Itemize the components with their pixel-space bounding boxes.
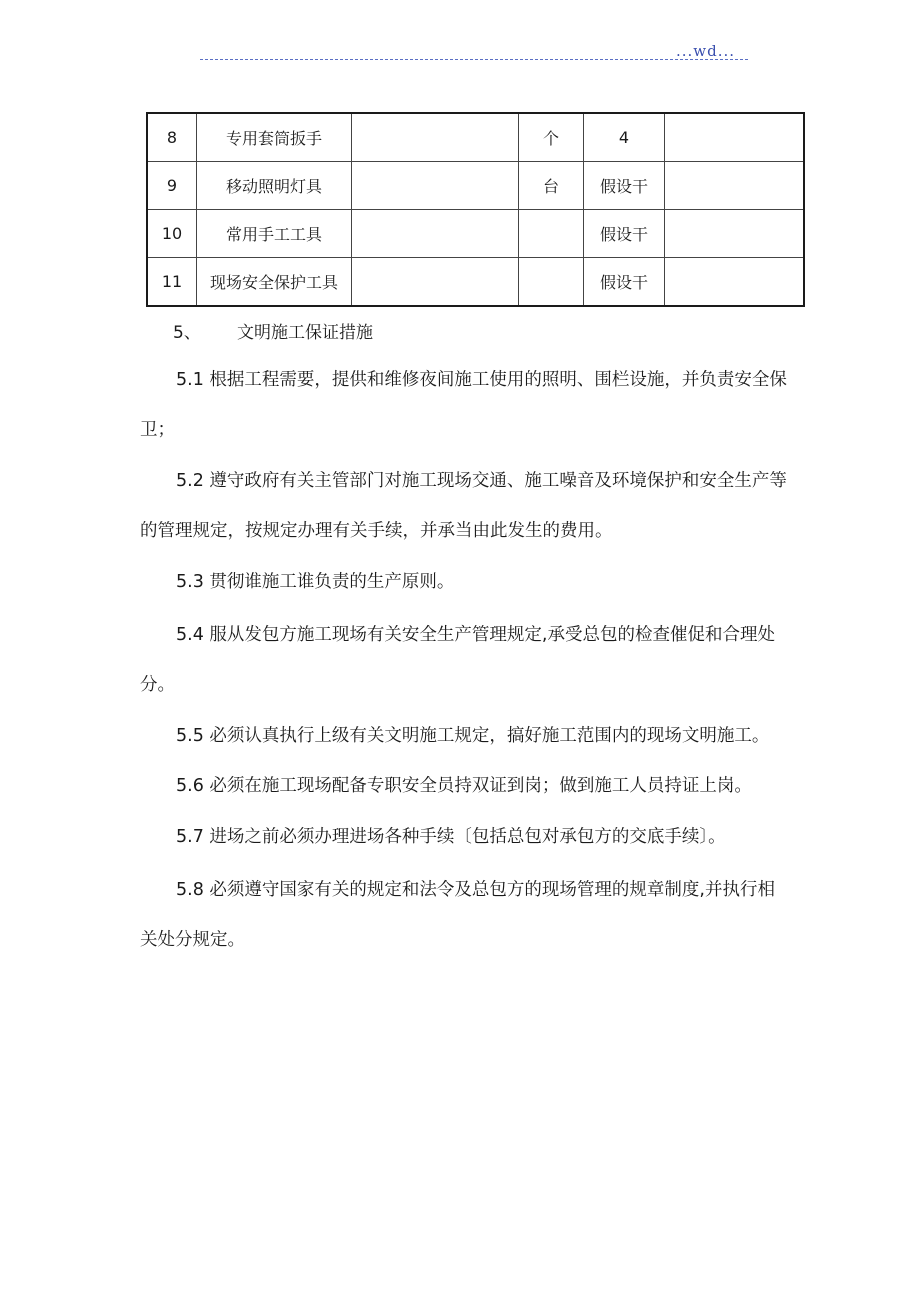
paragraph-line: 5.5 必须认真执行上级有关文明施工规定，搞好施工范围内的现场文明施工。	[176, 726, 770, 746]
cell-spec	[352, 113, 519, 162]
paragraph-line: 的管理规定，按规定办理有关手续，并承当由此发生的费用。	[140, 521, 613, 541]
paragraph-line: 5.6 必须在施工现场配备专职安全员持双证到岗；做到施工人员持证上岗。	[176, 776, 752, 796]
cell-remark	[665, 113, 805, 162]
cell-index: 10	[147, 210, 197, 258]
cell-unit	[519, 258, 584, 307]
cell-index: 8	[147, 113, 197, 162]
cell-quantity: 假设干	[584, 162, 665, 210]
table-row	[147, 210, 804, 258]
cell-index: 9	[147, 162, 197, 210]
paragraph-line: 5.4 服从发包方施工现场有关安全生产管理规定,承受总包的检查催促和合理处	[176, 625, 775, 645]
paragraph-line: 5.8 必须遵守国家有关的规定和法令及总包方的现场管理的规章制度,并执行相	[176, 880, 775, 900]
paragraph-line: 5.2 遵守政府有关主管部门对施工现场交通、施工噪音及环境保护和安全生产等	[176, 471, 787, 491]
cell-name: 现场安全保护工具	[197, 258, 352, 307]
cell-remark	[665, 258, 805, 307]
cell-name: 移动照明灯具	[197, 162, 352, 210]
paragraph-line: 5.3 贯彻谁施工谁负责的生产原则。	[176, 572, 455, 592]
paragraph-line: 5.1 根据工程需要，提供和维修夜间施工使用的照明、围栏设施，并负责安全保	[176, 370, 787, 390]
paragraph-5-7	[140, 812, 812, 862]
section-number: 5、	[173, 323, 201, 343]
paragraph-5-8	[140, 865, 812, 965]
section-heading	[173, 318, 373, 343]
paragraph-line: 关处分规定。	[140, 930, 245, 950]
paragraph-5-2	[140, 456, 812, 556]
equipment-table	[146, 112, 805, 307]
table-row	[147, 113, 804, 162]
cell-spec	[352, 210, 519, 258]
table-row	[147, 162, 804, 210]
header-dashed-line	[200, 59, 748, 60]
cell-quantity: 4	[584, 113, 665, 162]
cell-spec	[352, 258, 519, 307]
section-title: 文明施工保证措施	[237, 323, 373, 343]
paragraph-line: 5.7 进场之前必须办理进场各种手续〔包括总包对承包方的交底手续〕。	[176, 827, 726, 847]
cell-unit: 个	[519, 113, 584, 162]
cell-spec	[352, 162, 519, 210]
cell-unit: 台	[519, 162, 584, 210]
paragraph-5-5	[140, 711, 812, 761]
paragraph-5-3	[140, 557, 812, 607]
cell-index: 11	[147, 258, 197, 307]
cell-quantity: 假设干	[584, 210, 665, 258]
paragraph-line: 卫；	[140, 420, 175, 440]
paragraph-5-6	[140, 761, 812, 811]
paragraph-5-4	[140, 610, 812, 710]
cell-remark	[665, 162, 805, 210]
table-row	[147, 258, 804, 307]
paragraph-5-1	[140, 355, 812, 455]
paragraph-line: 分。	[140, 675, 175, 695]
cell-name: 常用手工工具	[197, 210, 352, 258]
header-mark: ...wd...	[676, 42, 736, 60]
cell-quantity: 假设干	[584, 258, 665, 307]
cell-remark	[665, 210, 805, 258]
cell-name: 专用套筒扳手	[197, 113, 352, 162]
cell-unit	[519, 210, 584, 258]
